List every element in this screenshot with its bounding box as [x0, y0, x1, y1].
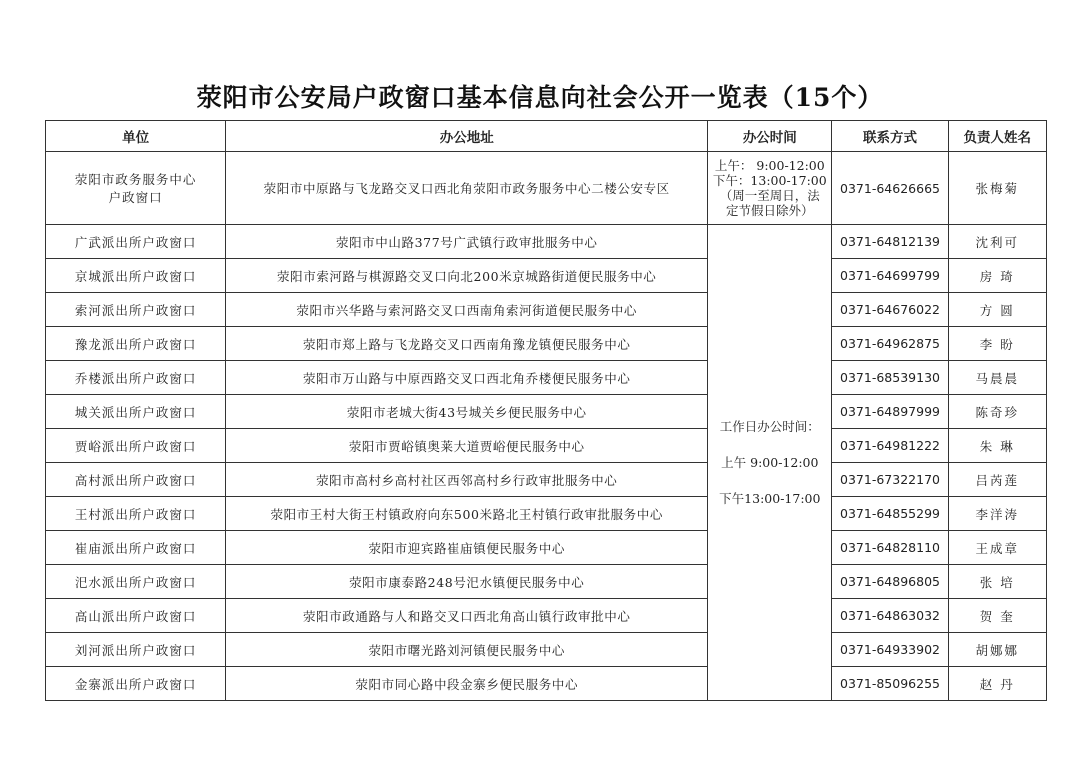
table-header-row — [46, 121, 1047, 152]
phone-cell: 0371-64863032 — [832, 599, 948, 633]
unit-line: 户政窗口 — [108, 190, 163, 205]
unit-cell: 贾峪派出所户政窗口 — [46, 429, 226, 463]
hours-line: 定节假日除外） — [726, 203, 814, 218]
hours-line: 工作日办公时间： — [719, 418, 820, 434]
unit-cell: 王村派出所户政窗口 — [46, 497, 226, 531]
hours-line: 下午：13:00-17:00 — [712, 173, 827, 188]
unit-cell: 豫龙派出所户政窗口 — [46, 327, 226, 361]
phone-cell: 0371-64855299 — [832, 497, 948, 531]
table-row — [46, 293, 1047, 327]
address-cell: 荥阳市曙光路刘河镇便民服务中心 — [226, 633, 708, 667]
person-cell: 张 培 — [948, 565, 1046, 599]
table-row — [46, 463, 1047, 497]
hours-line: （周一至周日，法 — [719, 188, 820, 203]
address-cell: 荥阳市康泰路248号汜水镇便民服务中心 — [226, 565, 708, 599]
phone-cell: 0371-85096255 — [832, 667, 948, 701]
phone-cell: 0371-64981222 — [832, 429, 948, 463]
address-cell: 荥阳市兴华路与索河路交叉口西南角索河街道便民服务中心 — [226, 293, 708, 327]
phone-cell: 0371-64812139 — [832, 225, 948, 259]
person-cell: 房 琦 — [948, 259, 1046, 293]
phone-cell: 0371-64699799 — [832, 259, 948, 293]
header-phone: 联系方式 — [832, 121, 948, 152]
table-row — [46, 633, 1047, 667]
unit-cell: 京城派出所户政窗口 — [46, 259, 226, 293]
phone-cell: 0371-64933902 — [832, 633, 948, 667]
unit-cell: 高村派出所户政窗口 — [46, 463, 226, 497]
hours-line: 上午： 9:00-12:00 — [714, 158, 825, 173]
hours-line: 下午13:00-17:00 — [719, 490, 821, 506]
phone-cell: 0371-64897999 — [832, 395, 948, 429]
phone-cell: 0371-64626665 — [832, 152, 948, 225]
unit-line: 荥阳市政务服务中心 — [74, 172, 197, 187]
person-cell: 陈奇珍 — [948, 395, 1046, 429]
phone-cell: 0371-64676022 — [832, 293, 948, 327]
person-cell: 方 圆 — [948, 293, 1046, 327]
unit-cell — [46, 152, 226, 225]
address-cell: 荥阳市王村大街王村镇政府向东500米路北王村镇行政审批服务中心 — [226, 497, 708, 531]
unit-cell: 高山派出所户政窗口 — [46, 599, 226, 633]
phone-cell: 0371-68539130 — [832, 361, 948, 395]
table-row — [46, 259, 1047, 293]
phone-cell: 0371-64896805 — [832, 565, 948, 599]
person-cell: 贺 奎 — [948, 599, 1046, 633]
address-cell: 荥阳市政通路与人和路交叉口西北角高山镇行政审批中心 — [226, 599, 708, 633]
unit-cell: 城关派出所户政窗口 — [46, 395, 226, 429]
person-cell: 马晨晨 — [948, 361, 1046, 395]
person-cell: 吕芮莲 — [948, 463, 1046, 497]
table-row — [46, 667, 1047, 701]
person-cell: 胡娜娜 — [948, 633, 1046, 667]
hours-cell — [708, 152, 832, 225]
header-person: 负责人姓名 — [948, 121, 1046, 152]
person-cell: 张梅菊 — [948, 152, 1046, 225]
phone-cell: 0371-64962875 — [832, 327, 948, 361]
table-row — [46, 327, 1047, 361]
table-row — [46, 395, 1047, 429]
address-cell: 荥阳市同心路中段金寨乡便民服务中心 — [226, 667, 708, 701]
person-cell: 李 盼 — [948, 327, 1046, 361]
table-row — [46, 152, 1047, 225]
hours-line: 上午 9:00-12:00 — [721, 454, 819, 470]
table-row — [46, 531, 1047, 565]
person-cell: 沈利可 — [948, 225, 1046, 259]
page-title: 荥阳市公安局户政窗口基本信息向社会公开一览表（15个） — [196, 83, 884, 112]
table-row — [46, 429, 1047, 463]
address-cell: 荥阳市老城大街43号城关乡便民服务中心 — [226, 395, 708, 429]
address-cell: 荥阳市高村乡高村社区西邻高村乡行政审批服务中心 — [226, 463, 708, 497]
table-row — [46, 361, 1047, 395]
unit-cell: 索河派出所户政窗口 — [46, 293, 226, 327]
address-cell: 荥阳市中原路与飞龙路交叉口西北角荥阳市政务服务中心二楼公安专区 — [226, 152, 708, 225]
info-table — [45, 120, 1047, 701]
person-cell: 赵 丹 — [948, 667, 1046, 701]
address-cell: 荥阳市万山路与中原西路交叉口西北角乔楼便民服务中心 — [226, 361, 708, 395]
address-cell: 荥阳市贾峪镇奥莱大道贾峪便民服务中心 — [226, 429, 708, 463]
header-hours: 办公时间 — [708, 121, 832, 152]
unit-cell: 金寨派出所户政窗口 — [46, 667, 226, 701]
person-cell: 朱 琳 — [948, 429, 1046, 463]
person-cell: 李洋涛 — [948, 497, 1046, 531]
shared-hours-cell — [708, 225, 832, 701]
header-unit: 单位 — [46, 121, 226, 152]
unit-cell: 汜水派出所户政窗口 — [46, 565, 226, 599]
table-row — [46, 497, 1047, 531]
phone-cell: 0371-64828110 — [832, 531, 948, 565]
address-cell: 荥阳市索河路与棋源路交叉口向北200米京城路街道便民服务中心 — [226, 259, 708, 293]
table-row — [46, 225, 1047, 259]
unit-cell: 刘河派出所户政窗口 — [46, 633, 226, 667]
address-cell: 荥阳市中山路377号广武镇行政审批服务中心 — [226, 225, 708, 259]
person-cell: 王成章 — [948, 531, 1046, 565]
table-row — [46, 565, 1047, 599]
header-address: 办公地址 — [226, 121, 708, 152]
table-row — [46, 599, 1047, 633]
unit-cell: 广武派出所户政窗口 — [46, 225, 226, 259]
phone-cell: 0371-67322170 — [832, 463, 948, 497]
address-cell: 荥阳市郑上路与飞龙路交叉口西南角豫龙镇便民服务中心 — [226, 327, 708, 361]
unit-cell: 乔楼派出所户政窗口 — [46, 361, 226, 395]
unit-cell: 崔庙派出所户政窗口 — [46, 531, 226, 565]
address-cell: 荥阳市迎宾路崔庙镇便民服务中心 — [226, 531, 708, 565]
